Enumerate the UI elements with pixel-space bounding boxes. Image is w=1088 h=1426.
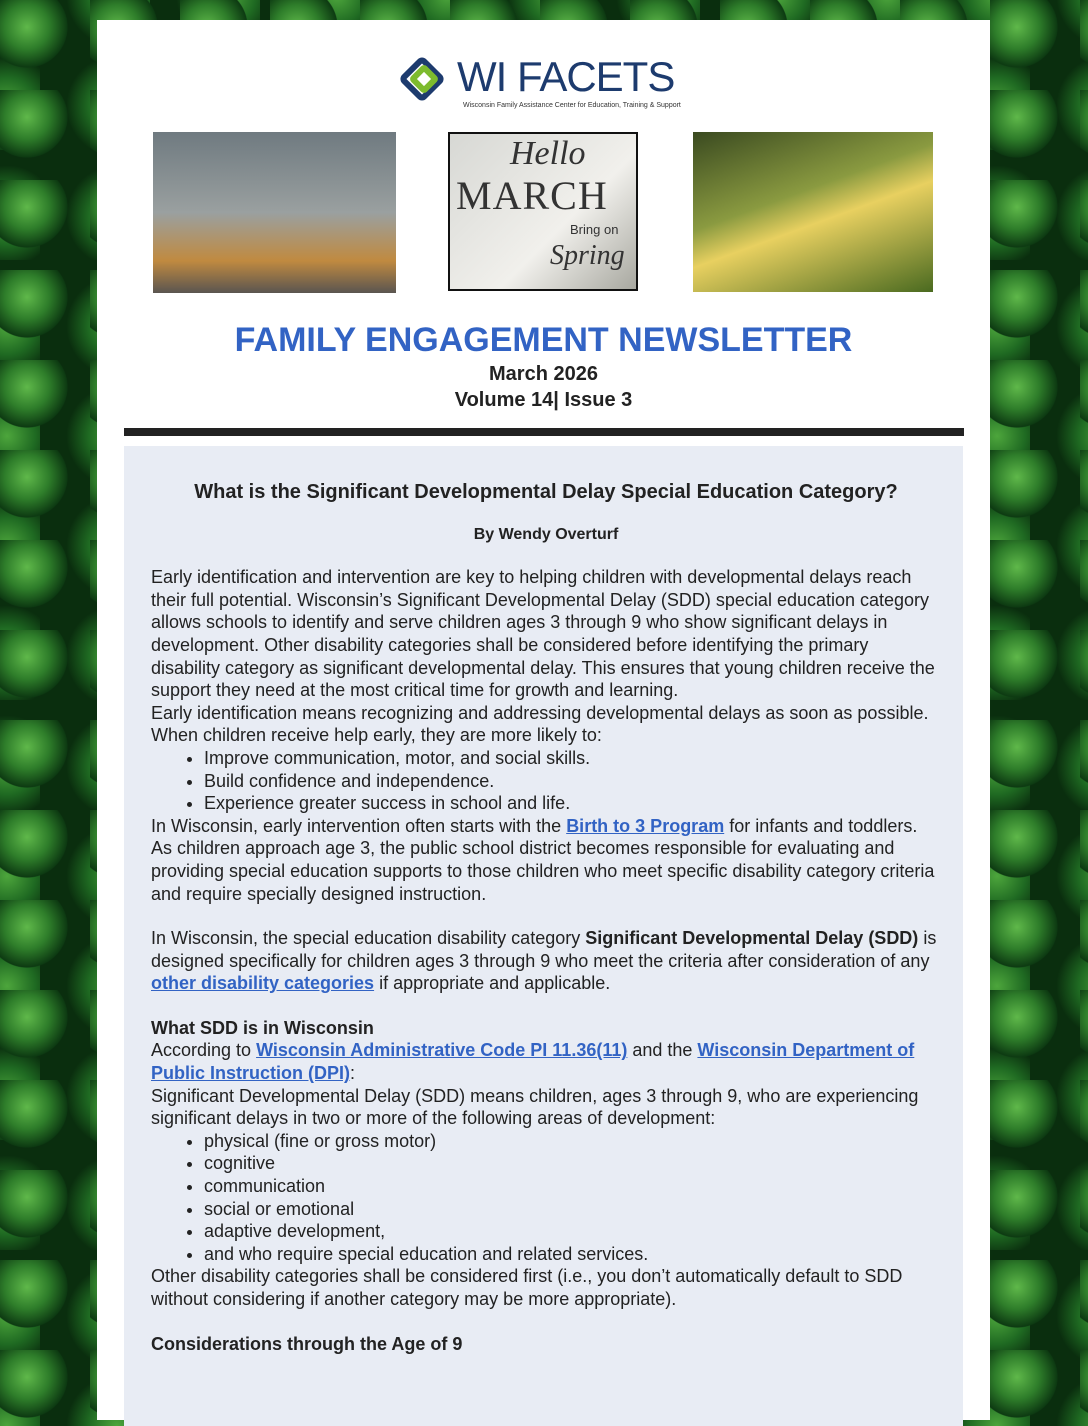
development-areas-list — [151, 1130, 941, 1266]
bring-on-text: Bring on — [570, 222, 619, 237]
list-item: • Experience greater success in school and life. — [204, 792, 941, 815]
birth-to-3-link[interactable]: Birth to 3 Program — [566, 815, 725, 836]
list-item: • adaptive development, — [204, 1220, 941, 1243]
section-heading — [151, 1333, 941, 1356]
text: In Wisconsin, the special education disability category — [151, 928, 586, 949]
article-title: What is the Significant Developmental Delay Special Education Category? — [194, 481, 898, 503]
list-item: • communication — [204, 1175, 941, 1198]
logo-name: WI FACETS — [457, 53, 675, 100]
list-item: • social or emotional — [204, 1198, 941, 1221]
newsletter-title: FAMILY ENGAGEMENT NEWSLETTER — [234, 321, 853, 359]
child-magnifier-photo — [693, 132, 933, 292]
text: and the — [627, 1040, 698, 1061]
list-item: • cognitive — [204, 1152, 941, 1175]
heading-text: Considerations through the Age of 9 — [151, 1333, 463, 1354]
divider — [124, 428, 964, 436]
rain-boots-photo — [153, 132, 396, 293]
issue-volume: Volume 14| Issue 3 — [454, 389, 633, 411]
paragraph: Other disability categories shall be considered first (i.e., you don’t automatically default to SDD without considering if another category may be more appropriate). — [151, 1266, 903, 1309]
text: In Wisconsin, early intervention often starts with the — [151, 815, 567, 836]
text: for infants and toddlers. As children approach age 3, the public school district becomes responsible for evaluating and providing special education supports to those children who meet specific disability category criteria and require specially designed instruction. — [151, 815, 935, 904]
paragraph — [151, 1039, 941, 1084]
hello-text: Hello — [510, 135, 586, 172]
issue-date: March 2026 — [489, 363, 598, 385]
newsletter-card — [97, 20, 990, 1420]
bold-text: Significant Developmental Delay (SDD) — [585, 928, 919, 949]
byline: By Wendy Overturf — [473, 525, 619, 543]
march-text: MARCH — [456, 173, 608, 218]
article-content — [151, 481, 941, 1355]
paragraph — [151, 927, 941, 995]
list-item: • physical (fine or gross motor) — [204, 1130, 941, 1153]
admin-code-link[interactable]: Wisconsin Administrative Code PI 11.36(11) — [256, 1040, 628, 1061]
article-panel — [124, 446, 963, 1426]
paragraph — [151, 815, 941, 905]
text: : — [350, 1063, 356, 1084]
list-item: • Improve communication, motor, and social skills. — [204, 747, 941, 770]
paragraph: When children receive help early, they are more likely to: — [151, 725, 602, 746]
text: is designed specifically for children ages 3 through 9 who meet the criteria after consideration of any — [151, 928, 937, 971]
list-item: • and who require special education and related services. — [204, 1243, 941, 1266]
logo-tagline: Wisconsin Family Assistance Center for Education, Training & Support — [463, 102, 681, 109]
wi-facets-logo — [405, 53, 685, 112]
text: According to — [151, 1040, 257, 1061]
hello-march-image — [448, 132, 638, 291]
other-categories-link[interactable]: other disability categories — [151, 973, 375, 994]
paragraph: Significant Developmental Delay (SDD) means children, ages 3 through 9, who are experiencing significant delays in two or more of the following areas of development: — [151, 1085, 919, 1129]
section-heading — [151, 1017, 941, 1040]
benefits-list — [151, 747, 941, 815]
dpi-link[interactable]: Wisconsin Department of Public Instruction (DPI) — [151, 1040, 915, 1084]
heading-text: What SDD is in Wisconsin — [151, 1017, 374, 1038]
paragraph: Early identification and intervention are key to helping children with developmental delays reach their full potential. Wisconsin’s Significant Developmental Delay (SDD) special education category allows schools to identify and serve children ages 3 through 9 who show significant delays in development. Other disability categories shall be considered before identifying the primary disability category as significant developmental delay. This ensures that young children receive the support they need at the most critical time for growth and learning. — [151, 567, 935, 701]
list-item: • Build confidence and independence. — [204, 770, 941, 793]
text: if appropriate and applicable. — [374, 973, 611, 994]
paragraph: Early identification means recognizing and addressing developmental delays as soon as possible. — [151, 702, 929, 723]
spring-text: Spring — [550, 240, 625, 271]
